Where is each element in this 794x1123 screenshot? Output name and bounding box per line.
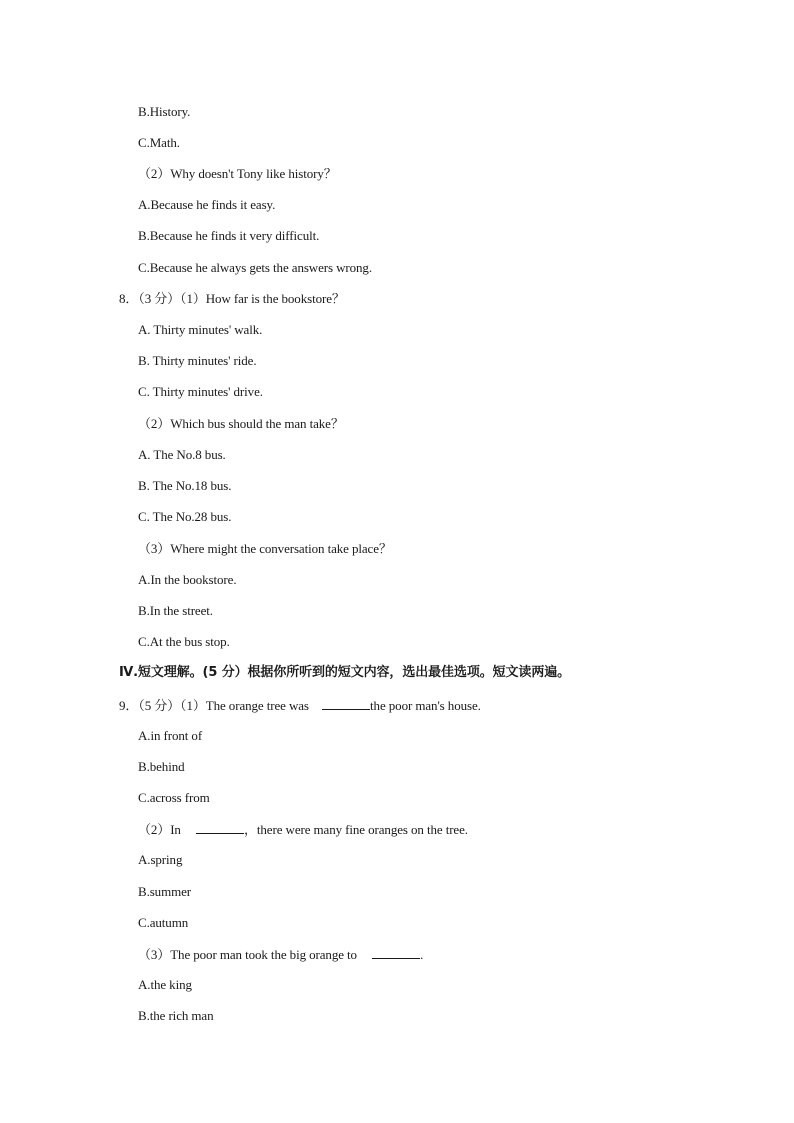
q9-sub2-option-c: C.autumn: [138, 915, 189, 930]
q8-sub2-option-b: B. The No.18 bus.: [138, 478, 232, 493]
q8-sub3-option-c: C.At the bus stop.: [138, 634, 230, 649]
q8-header: 8．（3 分）（1）How far is the bookstore？: [119, 291, 345, 306]
q9-sub1-option-c: C.across from: [138, 790, 210, 805]
q9-sub2-question: [138, 821, 468, 838]
q9-sub3-blank: [372, 946, 420, 959]
q9-sub3-suffix: .: [420, 947, 424, 962]
q9-header-suffix: the poor man's house.: [370, 698, 481, 713]
q9-sub3-option-a: A.the king: [138, 977, 192, 992]
q8-sub3-option-b: B.In the street.: [138, 603, 213, 618]
q7-sub2-question: （2）Why doesn't Tony like history？: [138, 166, 337, 181]
q8-sub3-question: （3）Where might the conversation take place？: [138, 541, 392, 556]
q9-sub2-blank: [196, 821, 244, 834]
q9-sub3-option-b: B.the rich man: [138, 1008, 214, 1023]
q8-sub3-option-a: A.In the bookstore.: [138, 572, 237, 587]
q8-sub1-option-b: B. Thirty minutes' ride.: [138, 353, 257, 368]
q8-sub2-option-a: A. The No.8 bus.: [138, 447, 226, 462]
q7-sub2-option-a: A.Because he finds it easy.: [138, 197, 276, 212]
q9-sub1-blank: [322, 697, 370, 710]
q9-header: [119, 697, 481, 714]
q9-sub2-option-b: B.summer: [138, 884, 192, 899]
q8-sub2-question: （2）Which bus should the man take？: [138, 416, 344, 431]
q9-sub2-prefix: （2）In: [138, 822, 181, 837]
q7-sub1-option-b: B.History.: [138, 104, 191, 119]
q8-sub1-option-a: A. Thirty minutes' walk.: [138, 322, 263, 337]
q9-sub1-option-b: B.behind: [138, 759, 185, 774]
q8-sub2-option-c: C. The No.28 bus.: [138, 509, 232, 524]
q8-sub1-option-c: C. Thirty minutes' drive.: [138, 384, 263, 399]
q9-sub3-question: [138, 946, 423, 963]
q7-sub1-option-c: C.Math.: [138, 135, 180, 150]
q9-sub1-option-a: A.in front of: [138, 728, 203, 743]
q7-sub2-option-b: B.Because he finds it very difficult.: [138, 228, 320, 243]
q9-sub3-prefix: （3）The poor man took the big orange to: [138, 947, 357, 962]
section-4-heading: Ⅳ.短文理解。(5 分）根据你所听到的短文内容，选出最佳选项。短文读两遍。: [119, 665, 571, 680]
q7-sub2-option-c: C.Because he always gets the answers wrong.: [138, 260, 372, 275]
q9-sub2-suffix: ，there were many fine oranges on the tree.: [244, 822, 468, 837]
q9-sub2-option-a: A.spring: [138, 852, 183, 867]
q9-header-prefix: 9．（5 分）（1）The orange tree was: [119, 698, 309, 713]
